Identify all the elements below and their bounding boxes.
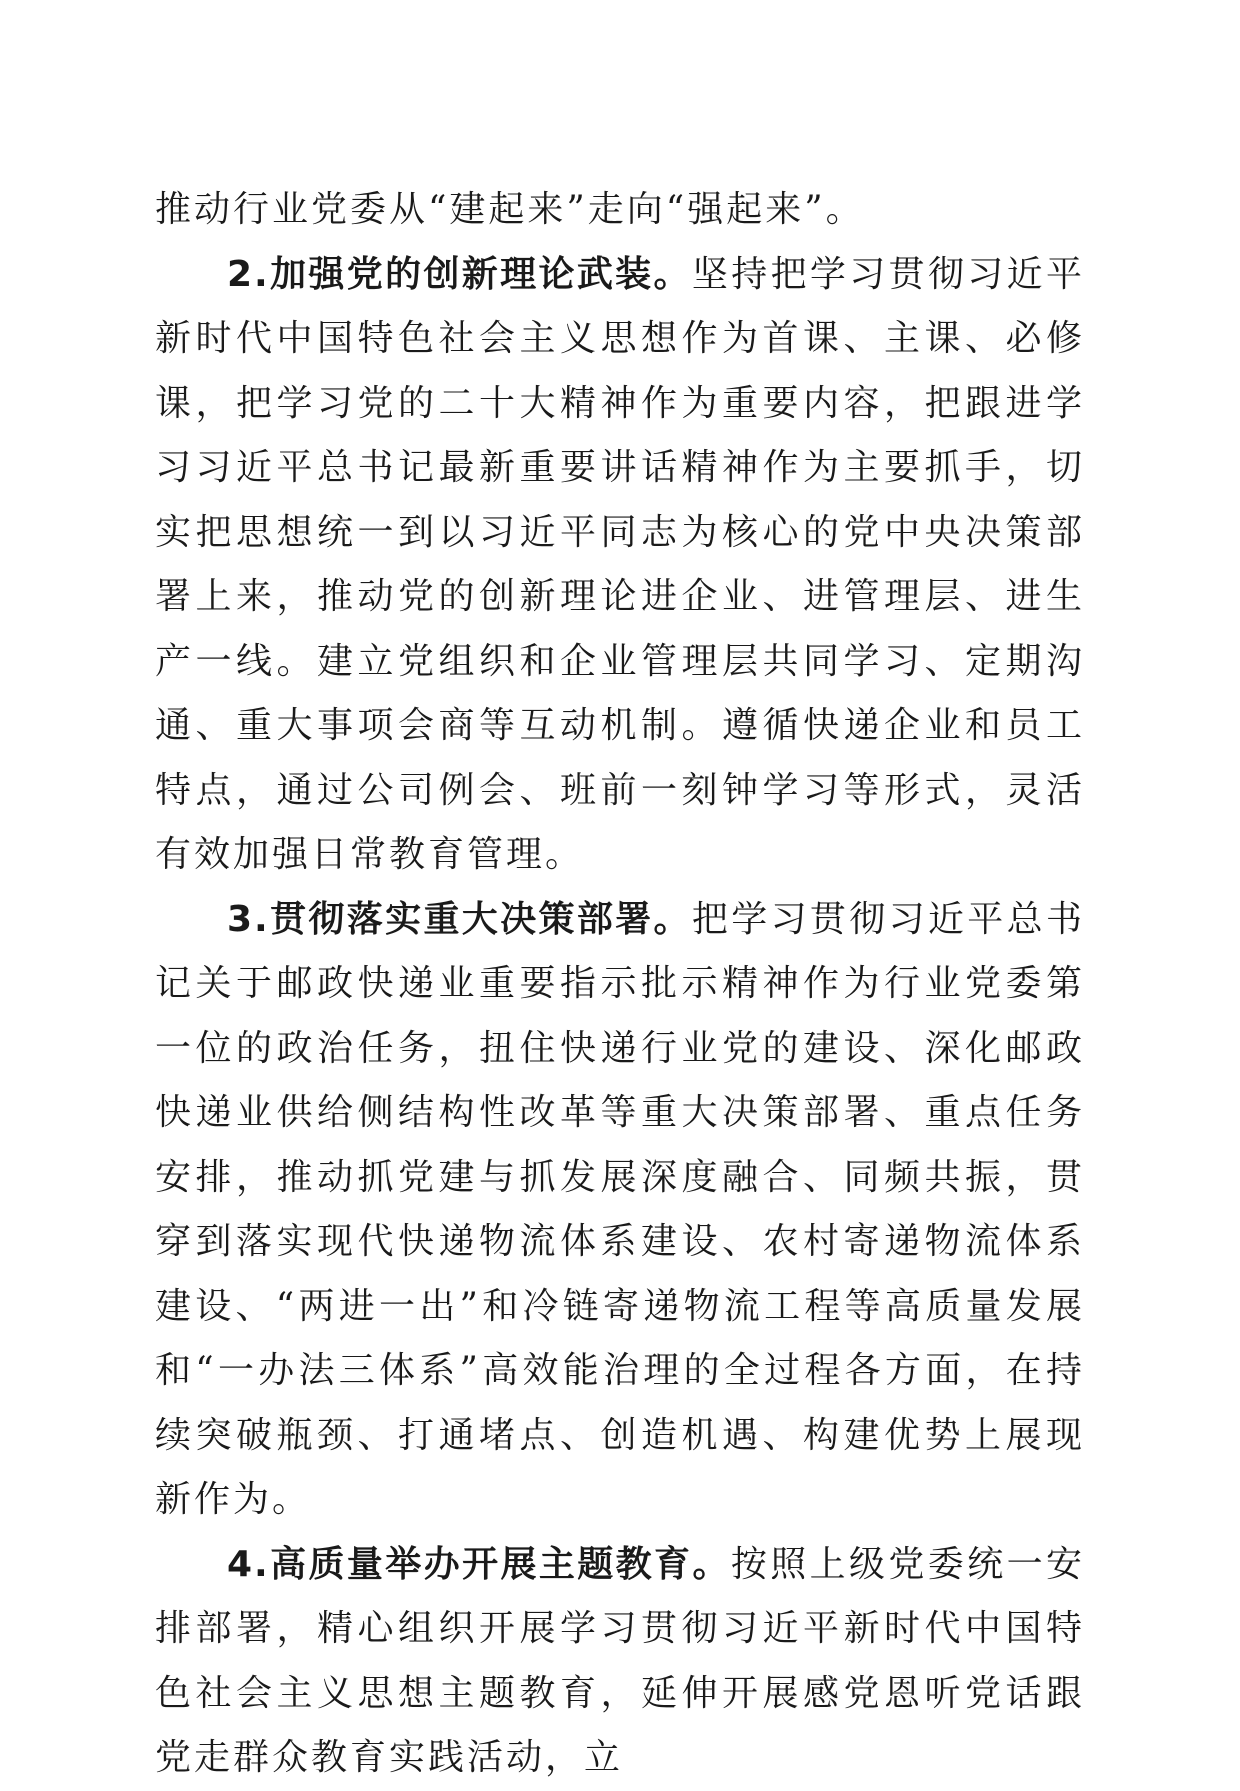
paragraph-body: 按照上级党委统一安排部署，精心组织开展学习贯彻习近平新时代中国特色社会主义思想主题教育，延伸开展感党恩听党话跟党走群众教育实践活动，立 <box>155 1543 1085 1778</box>
paragraph-continuation <box>155 178 1085 243</box>
document-body <box>155 178 1085 1791</box>
paragraph-heading: 3.贯彻落实重大决策部署。 <box>227 898 692 940</box>
paragraph-3 <box>155 888 1085 1533</box>
paragraph-body: 把学习贯彻习近平总书记关于邮政快递业重要指示批示精神作为行业党委第一位的政治任务，扭住快递行业党的建设、深化邮政快递业供给侧结构性改革等重大决策部署、重点任务安排，推动抓党建与抓发展深度融合、同频共振，贯穿到落实现代快递物流体系建设、农村寄递物流体系建设、“两进一出”和冷链寄递物流工程等高质量发展和“一办法三体系”高效能治理的全过程各方面，在持续突破瓶颈、打通堵点、创造机遇、构建优势上展现新作为。 <box>155 898 1085 1520</box>
paragraph-heading: 2.加强党的创新理论武装。 <box>227 253 692 295</box>
paragraph-2 <box>155 243 1085 888</box>
paragraph-heading: 4.高质量举办开展主题教育。 <box>227 1543 731 1585</box>
paragraph-body: 坚持把学习贯彻习近平新时代中国特色社会主义思想作为首课、主课、必修课，把学习党的二十大精神作为重要内容，把跟进学习习近平总书记最新重要讲话精神作为主要抓手，切实把思想统一到以习近平同志为核心的党中央决策部署上来，推动党的创新理论进企业、进管理层、进生产一线。建立党组织和企业管理层共同学习、定期沟通、重大事项会商等互动机制。遵循快递企业和员工特点，通过公司例会、班前一刻钟学习等形式，灵活有效加强日常教育管理。 <box>155 253 1085 875</box>
paragraph-4 <box>155 1533 1085 1791</box>
paragraph-body: 推动行业党委从“建起来”走向“强起来”。 <box>155 189 865 230</box>
